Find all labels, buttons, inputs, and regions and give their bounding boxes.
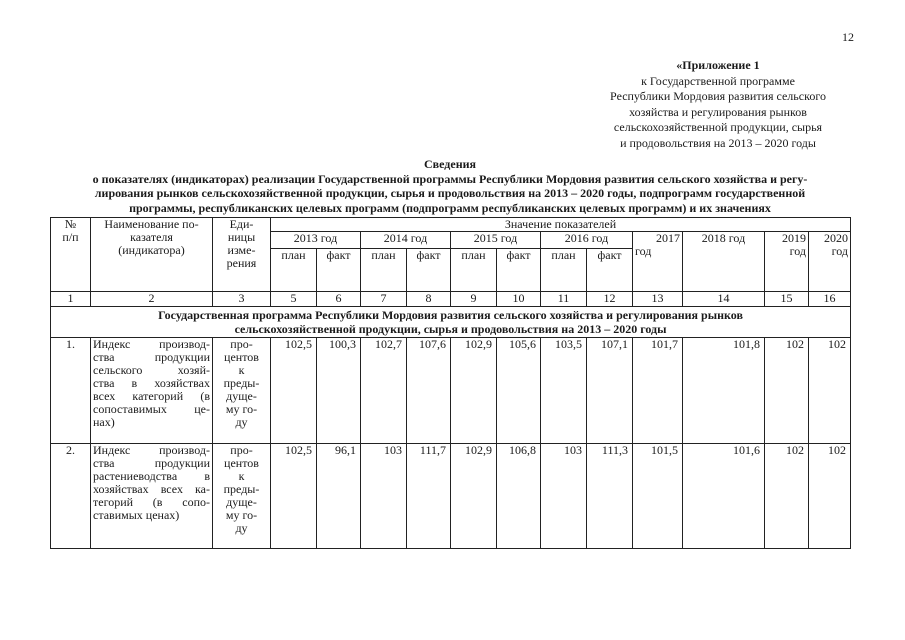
heading-line: о показателях (индикаторах) реализации Государственной программы Республики Мордовия развития сельского хозяйства и регу- xyxy=(92,171,808,186)
col-number: 12 xyxy=(587,292,633,307)
appendix-block xyxy=(590,58,846,151)
header-year-2018: 2018 год xyxy=(683,232,765,292)
value-cell: 102,5 xyxy=(271,338,317,444)
value-cell: 107,1 xyxy=(587,338,633,444)
heading-line: лирования рынков сельскохозяйственной продукции, сырья и продовольствия на 2013 – 2020 годы, подпрограмм государственной xyxy=(94,186,806,200)
row-unit: про- центов к преды- дуще- му го- ду xyxy=(213,338,271,444)
header-values-title: Значение показателей xyxy=(271,218,851,232)
header-plan: план xyxy=(361,249,407,292)
row-unit: про- центов к преды- дуще- му го- ду xyxy=(213,444,271,549)
header-fact: факт xyxy=(587,249,633,292)
row-name: Индекс производ- ства продукции растениеводства в хозяйствах всех ка- тегорий (в сопо- ставимых ценах) xyxy=(91,444,213,549)
value-cell: 111,7 xyxy=(407,444,451,549)
col-number: 15 xyxy=(765,292,809,307)
value-cell: 102 xyxy=(765,338,809,444)
value-cell: 102 xyxy=(765,444,809,549)
appendix-line: Республики Мордовия развития сельского xyxy=(610,89,826,103)
value-cell: 102 xyxy=(809,444,851,549)
header-plan: план xyxy=(541,249,587,292)
appendix-line: к Государственной программе xyxy=(641,73,795,88)
value-cell: 105,6 xyxy=(497,338,541,444)
col-number: 5 xyxy=(271,292,317,307)
page-number: 12 xyxy=(842,30,854,44)
indicators-table xyxy=(50,217,851,549)
appendix-line: хозяйства и регулирования рынков xyxy=(629,104,807,119)
col-number: 13 xyxy=(633,292,683,307)
table-row xyxy=(51,338,851,444)
col-number: 3 xyxy=(213,292,271,307)
header-name: Наименование по- казателя (индикатора) xyxy=(91,218,213,292)
value-cell: 101,6 xyxy=(683,444,765,549)
header-num: № п/п xyxy=(51,218,91,292)
value-cell: 100,3 xyxy=(317,338,361,444)
section-title: Государственная программа Республики Мордовия развития сельского хозяйства и регулирования рынков сельскохозяйственной продукции, сырья и продовольствия на 2013 – 2020 годы xyxy=(51,307,851,338)
heading-line: программы, республиканских целевых программ (подпрограмм республиканских целевых программ) и их значениях xyxy=(129,200,771,215)
header-fact: факт xyxy=(407,249,451,292)
col-number: 1 xyxy=(51,292,91,307)
header-fact: факт xyxy=(497,249,541,292)
table-row xyxy=(51,444,851,549)
header-year-2013: 2013 год xyxy=(271,232,361,249)
value-cell: 102,5 xyxy=(271,444,317,549)
col-number: 8 xyxy=(407,292,451,307)
column-numbers-row xyxy=(51,292,851,307)
value-cell: 96,1 xyxy=(317,444,361,549)
header-year-2017: 2017 год xyxy=(633,232,683,292)
value-cell: 103 xyxy=(361,444,407,549)
appendix-line: сельскохозяйственной продукции, сырья xyxy=(613,120,823,134)
header-year-2014: 2014 год xyxy=(361,232,451,249)
value-cell: 111,3 xyxy=(587,444,633,549)
col-number: 16 xyxy=(809,292,851,307)
header-plan: план xyxy=(271,249,317,292)
value-cell: 106,8 xyxy=(497,444,541,549)
appendix-line: и продовольствия на 2013 – 2020 годы xyxy=(620,135,816,150)
col-number: 11 xyxy=(541,292,587,307)
header-year-2015: 2015 год xyxy=(451,232,541,249)
header-year-2019: 2019 год xyxy=(765,232,809,292)
header-year-2020: 2020 год xyxy=(809,232,851,292)
col-number: 6 xyxy=(317,292,361,307)
appendix-title: «Приложение 1 xyxy=(676,58,760,72)
value-cell: 103 xyxy=(541,444,587,549)
row-num: 2. xyxy=(51,444,91,549)
col-number: 10 xyxy=(497,292,541,307)
value-cell: 107,6 xyxy=(407,338,451,444)
value-cell: 102,7 xyxy=(361,338,407,444)
value-cell: 102,9 xyxy=(451,338,497,444)
col-number: 2 xyxy=(91,292,213,307)
heading-title: Сведения xyxy=(423,157,477,171)
col-number: 7 xyxy=(361,292,407,307)
header-plan: план xyxy=(451,249,497,292)
value-cell: 101,7 xyxy=(633,338,683,444)
value-cell: 101,8 xyxy=(683,338,765,444)
header-fact: факт xyxy=(317,249,361,292)
value-cell: 102 xyxy=(809,338,851,444)
value-cell: 102,9 xyxy=(451,444,497,549)
row-name: Индекс производ- ства продукции сельского хозяй- ства в хозяйствах всех категорий (в сопоставимых це- нах) xyxy=(91,338,213,444)
row-num: 1. xyxy=(51,338,91,444)
col-number: 9 xyxy=(451,292,497,307)
header-year-2016: 2016 год xyxy=(541,232,633,249)
header-unit: Еди- ницы изме- рения xyxy=(213,218,271,292)
document-heading xyxy=(50,157,850,215)
value-cell: 101,5 xyxy=(633,444,683,549)
value-cell: 103,5 xyxy=(541,338,587,444)
col-number: 14 xyxy=(683,292,765,307)
